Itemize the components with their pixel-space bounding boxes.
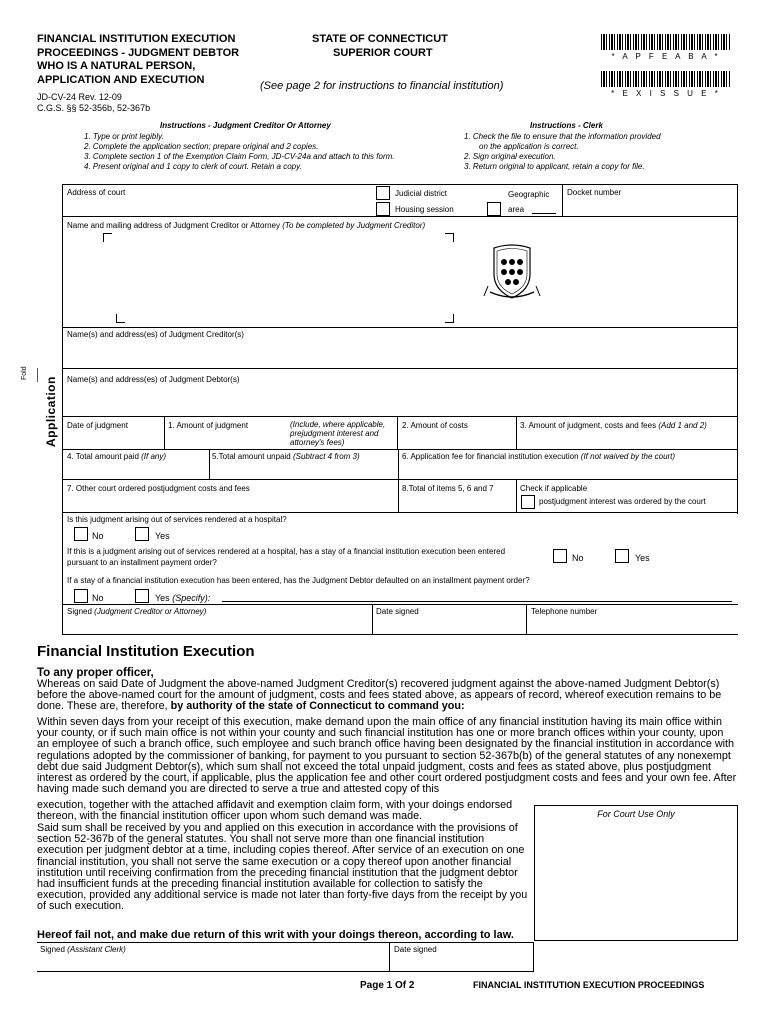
amount-of-costs-label: 2. Amount of costs (402, 421, 468, 430)
specify-note: (Specify): (172, 593, 211, 603)
total-unpaid-label (212, 452, 360, 462)
clerk-signed-note: (Assistant Clerk) (67, 945, 126, 954)
list-item: 2. Sign original execution. (464, 152, 556, 161)
mailing-address-label-text: Name and mailing address of Judgment Creditor or Attorney (67, 221, 280, 230)
postjudgment-interest-label: postjudgment interest was ordered by the court (539, 497, 706, 506)
fold-label: Fold (21, 366, 28, 380)
docket-number-label: Docket number (567, 188, 622, 197)
barcode-icon (601, 34, 731, 50)
signed-label (67, 607, 206, 617)
hospital-no-label: No (92, 531, 104, 541)
instructions-note: (See page 2 for instructions to financial institution) (260, 80, 504, 92)
fold-mark (37, 368, 38, 382)
form-title-line: APPLICATION AND EXECUTION (37, 73, 205, 86)
judicial-district-checkbox[interactable] (376, 186, 390, 200)
court-use-box (534, 805, 738, 941)
default-no-checkbox[interactable] (74, 589, 88, 603)
execution-paragraph-2-cont: execution, together with the attached affidavit and exemption claim form, with your doings endorsed thereon, with the financial institution officer upon whom such demand was made. (37, 799, 513, 823)
app-fee-text: 6. Application fee for financial institution execution (402, 452, 579, 461)
barcode-icon (601, 71, 731, 87)
total-paid-text: 4. Total amount paid (67, 452, 139, 461)
clerk-signed-label (40, 945, 126, 955)
postjudgment-interest-checkbox[interactable] (521, 495, 535, 509)
hospital-question: Is this judgment arising out of services rendered at a hospital? (67, 515, 287, 524)
footer-form-name: FINANCIAL INSTITUTION EXECUTION PROCEEDINGS (473, 980, 705, 990)
check-if-label: Check if applicable (520, 484, 588, 493)
form-title (37, 33, 239, 87)
hospital-yes-checkbox[interactable] (135, 527, 149, 541)
barcode-text: * A P F E A B A * (611, 52, 721, 61)
clerk-signed-text: Signed (40, 945, 65, 954)
debtors-label: Name(s) and address(es) of Judgment Debtor(s) (67, 375, 240, 384)
amount-total-label (520, 421, 707, 431)
corner-mark (103, 233, 112, 242)
state-seal-icon (480, 240, 544, 304)
amount-total-text: 3. Amount of judgment, costs and fees (520, 421, 657, 430)
default-yes-label (155, 593, 210, 603)
execution-title: Financial Institution Execution (37, 643, 255, 660)
specify-line (222, 601, 732, 602)
amount-of-judgment-label: 1. Amount of judgment (168, 421, 249, 430)
page-number: Page 1 Of 2 (360, 980, 415, 991)
list-item: 1. Check the file to ensure that the information provided (464, 132, 661, 141)
judicial-district-label: Judicial district (395, 189, 448, 198)
barcode-text: * E X I S S U E * (611, 89, 721, 98)
court-line1: STATE OF CONNECTICUT (312, 33, 448, 45)
stay-yes-label: Yes (635, 553, 650, 563)
default-no-label: No (92, 593, 104, 603)
stay-yes-checkbox[interactable] (615, 549, 629, 563)
address-of-court-label: Address of court (67, 188, 126, 197)
total-paid-label (67, 452, 166, 462)
signed-note: (Judgment Creditor or Attorney) (94, 607, 207, 616)
clerk-date-signed-label: Date signed (394, 945, 437, 954)
creditor-instructions-list (84, 132, 395, 172)
to-officer: To any proper officer, (37, 667, 154, 679)
creditor-instructions-title: Instructions - Judgment Creditor Or Attorney (160, 121, 331, 130)
telephone-label: Telephone number (531, 607, 598, 616)
creditors-label: Name(s) and address(es) of Judgment Creditor(s) (67, 330, 244, 339)
housing-session-label: Housing session (395, 205, 454, 214)
list-item: on the application is correct. (479, 142, 579, 151)
geographic-area-checkbox[interactable] (487, 202, 501, 216)
default-question: If a stay of a financial institution execution has been entered, has the Judgment Debtor defaulted on an installment payment order? (67, 576, 530, 585)
stay-question: If this is a judgment arising out of services rendered at a hospital, has a stay of a financial institution execution been entered pursuant to an installment payment order? (67, 547, 506, 567)
list-item: 2. Complete the application section; prepare original and 2 copies. (84, 142, 319, 151)
list-item: 1. Type or print legibly. (84, 132, 164, 141)
amount-total-note: (Add 1 and 2) (658, 421, 707, 430)
form-title-line: FINANCIAL INSTITUTION EXECUTION (37, 33, 236, 45)
paragraph-text: Whereas on said Date of Judgment the above-named Judgment Creditor(s) recovered judgment against the above-named Judgment Debtor(s) before the above-named court for the amount of judgment, costs and fees stated above, as appears of record, whereof execution remains to be done. These are, therefore, (37, 678, 722, 713)
stay-no-checkbox[interactable] (553, 549, 567, 563)
clerk-instructions-list (464, 132, 661, 172)
list-item: 3. Complete section 1 of the Exemption Claim Form, JD-CV-24a and attach to this form. (84, 152, 395, 161)
amount-note: (Include, where applicable, prejudgment interest and attorney's fees) (290, 420, 386, 447)
corner-mark (116, 314, 125, 323)
hospital-no-checkbox[interactable] (74, 527, 88, 541)
court-line2: SUPERIOR COURT (333, 47, 433, 59)
list-item: 4. Present original and 1 copy to clerk of court. Retain a copy. (84, 162, 302, 171)
total-unpaid-note: (Subtract 4 from 3) (292, 452, 360, 461)
total-paid-note: (If any) (141, 452, 167, 461)
app-fee-note: (If not waived by the court) (580, 452, 676, 461)
mailing-address-label (67, 221, 425, 231)
geographic-label: Geographic (508, 190, 550, 199)
clerk-instructions-title: Instructions - Clerk (530, 121, 603, 130)
application-label: Application (44, 376, 58, 447)
default-yes-text: Yes (155, 593, 170, 603)
form-title-line: PROCEEDINGS - JUDGMENT DEBTOR (37, 46, 240, 59)
signed-text: Signed (67, 607, 92, 616)
execution-paragraph-2: Within seven days from your receipt of this execution, make demand upon the main office of any financial institution having its main office within your county, or if such main office is not within your county and such financial institution has one or more branch offices within your county, upon an employee of such a branch office, such employee and such branch office having been designated by the financial institution in accordance with regulations adopted by the commissioner of banking, for payment to you pursuant to section 52-367b(b) of the general statutes of any nonexempt debt due said Judgment Debtor(s), which sum shall not exceed the total unpaid judgment, costs and fees as stated above, plus postjudgment interest as ordered by the court, if applicable, plus the application fee and other court ordered postjudgment costs and fees and your own fee. After having made such demand you are directed to serve a true and attested copy of this (37, 716, 737, 796)
hospital-yes-label: Yes (155, 531, 170, 541)
execution-paragraph-3: Said sum shall be received by you and applied on this execution in accordance with the provisions of section 52-367b of the general statutes. You shall not serve more than one financial institution execution per judgment debtor at a time, including copies thereof. After service of an execution on one financial institution, you shall not serve the same execution or a copy thereof upon another financial institution until receiving confirmation from the preceding financial institution that the judgment debtor had insufficient funds at the preceding financial institution available for collection to satisfy the execution, provided any additional service is made not later than forty-five days from the receipt by you of such execution. (37, 822, 528, 913)
date-signed-label: Date signed (376, 607, 419, 616)
mailing-address-note: (To be completed by Judgment Creditor) (282, 221, 426, 230)
list-item: 3. Return original to applicant, retain a copy for file. (464, 162, 645, 171)
housing-session-checkbox[interactable] (376, 202, 390, 216)
area-label: area (508, 205, 525, 214)
form-right-border (737, 184, 738, 514)
total-unpaid-text: 5.Total amount unpaid (212, 452, 291, 461)
app-fee-label (402, 452, 675, 462)
corner-mark (445, 314, 454, 323)
execution-paragraph-1 (37, 679, 737, 713)
default-yes-checkbox[interactable] (135, 589, 149, 603)
total-items-label: 8.Total of items 5, 6 and 7 (402, 484, 494, 493)
stay-no-label: No (572, 553, 584, 563)
court-use-label: For Court Use Only (597, 809, 675, 819)
statutes: C.G.S. §§ 52-356b, 52-367b (37, 103, 151, 113)
form-title-line: WHO IS A NATURAL PERSON, (37, 60, 196, 72)
corner-mark (445, 233, 454, 242)
date-of-judgment-label: Date of judgment (67, 421, 128, 430)
other-costs-label: 7. Other court ordered postjudgment costs and fees (67, 484, 250, 493)
form-number: JD-CV-24 Rev. 12-09 (37, 92, 122, 102)
command-text: by authority of the state of Connecticut to command you: (170, 700, 465, 713)
mailing-address-input[interactable] (118, 242, 442, 314)
hereof-text: Hereof fail not, and make due return of this writ with your doings thereon, according to law. (37, 929, 514, 941)
